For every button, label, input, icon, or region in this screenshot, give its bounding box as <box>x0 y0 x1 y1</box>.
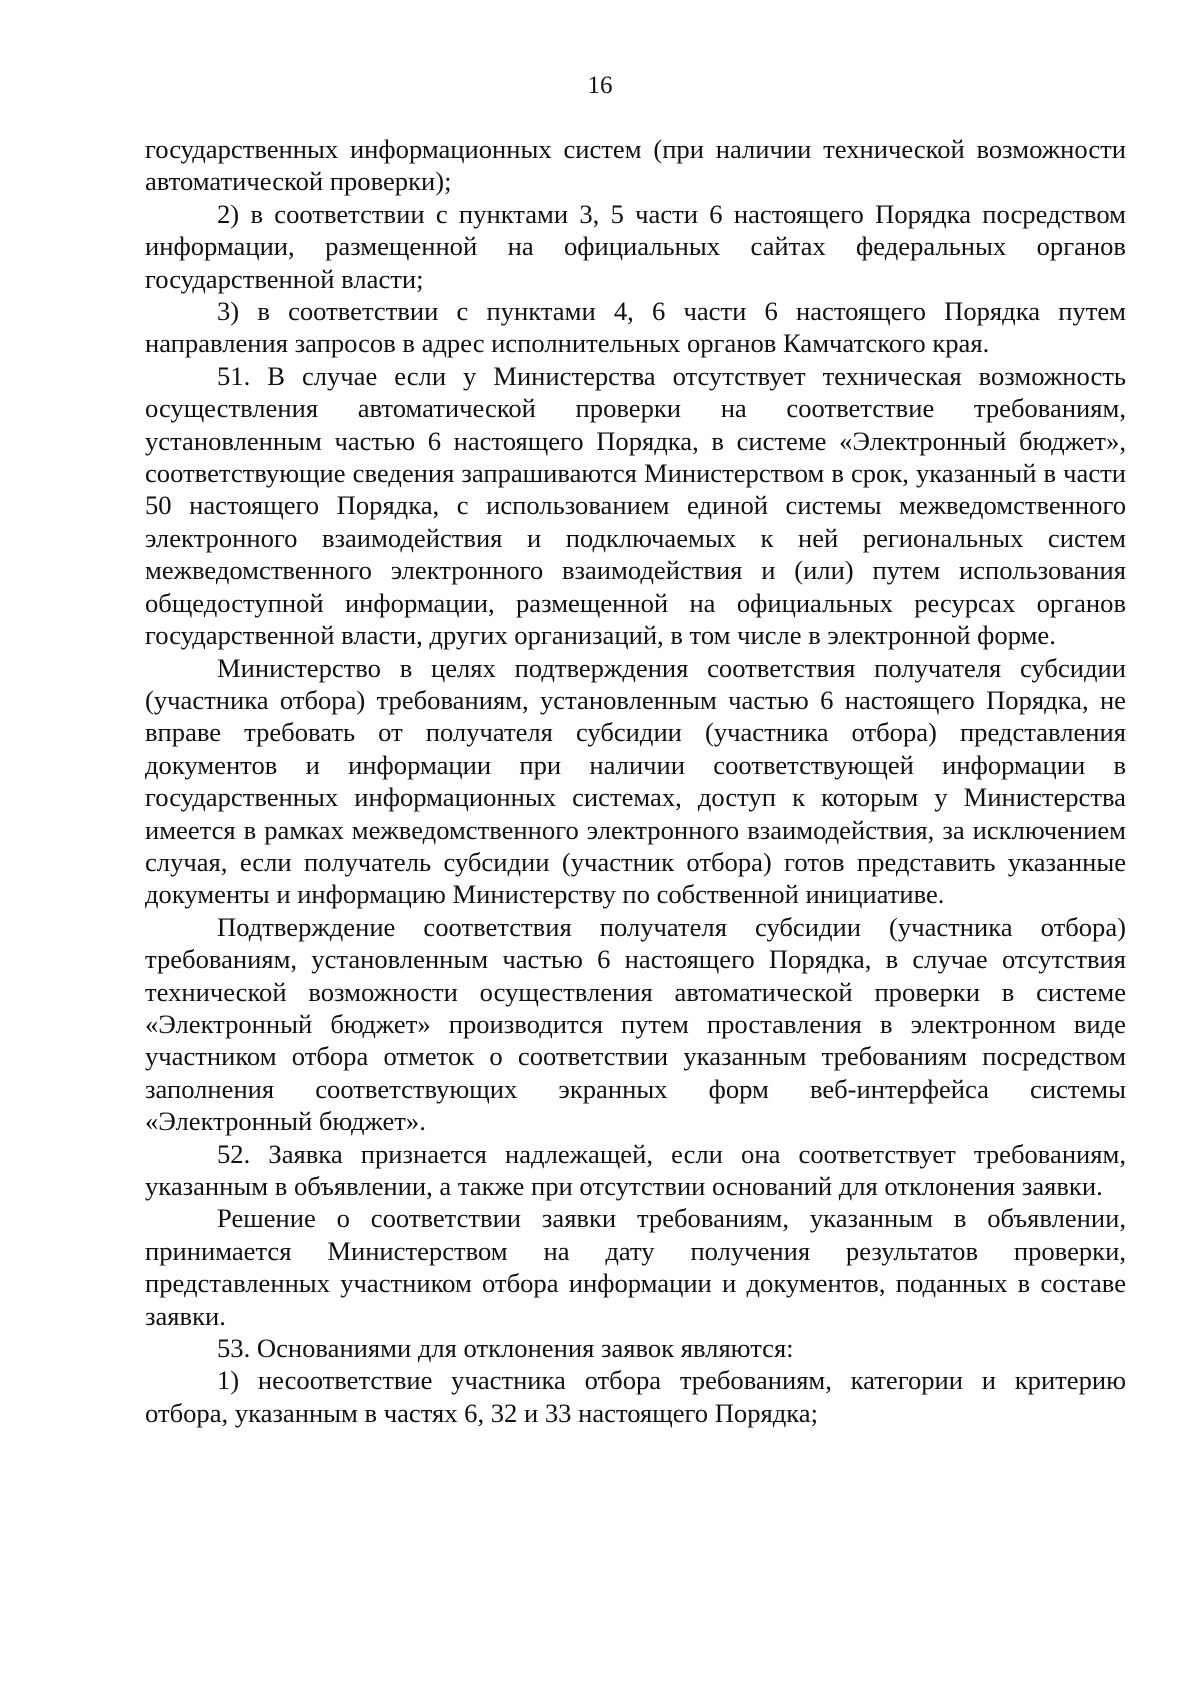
paragraph: 53. Основаниями для отклонения заявок являются: <box>217 1333 794 1364</box>
paragraph: 2) в соответствии с пунктами 3, 5 части 6 настоящего Порядка посредством информации, размещенной на официальных сайтах федеральных органов государственной власти; <box>145 198 1126 294</box>
paragraph: 52. Заявка признается надлежащей, если она соответствует требованиям, указанным в объявлении, а также при отсутствии оснований для отклонения заявки. <box>145 1138 1126 1201</box>
paragraph: Министерство в целях подтверждения соответствия получателя субсидии (участника отбора) требованиям, установленным частью 6 настоящего Порядка, не вправе требовать от получателя субсидии (участника отбора) представления документов и информации при наличии соответствующей информации в государственных информационных системах, доступ к которым у Министерства имеется в рамках межведомственного электронного взаимодействия, за исключением случая, если получатель субсидии (участник отбора) готов представить указанные документы и информацию Министерству по собственной инициативе. <box>145 652 1126 910</box>
paragraph: 3) в соответствии с пунктами 4, 6 части 6 настоящего Порядка путем направления запросов в адрес исполнительных органов Камчатского края. <box>145 296 1126 359</box>
paragraph: 1) несоответствие участника отбора требованиям, категории и критерию отбора, указанным в частях 6, 32 и 33 настоящего Порядка; <box>145 1365 1126 1428</box>
paragraph: государственных информационных систем (при наличии технической возможности автоматической проверки); <box>145 134 1126 197</box>
paragraph: Решение о соответствии заявки требованиям, указанным в объявлении, принимается Министерством на дату получения результатов проверки, представленных участником отбора информации и документов, поданных в составе заявки. <box>145 1203 1126 1331</box>
paragraph: Подтверждение соответствия получателя субсидии (участника отбора) требованиям, установленным частью 6 настоящего Порядка, в случае отсутствия технической возможности осуществления автоматической проверки в системе «Электронный бюджет» производится путем проставления в электронном виде участником отбора отметок о соответствии указанным требованиям посредством заполнения соответствующих экранных форм веб-интерфейса системы «Электронный бюджет». <box>145 911 1126 1137</box>
document-body <box>145 133 1126 1429</box>
paragraph: 51. В случае если у Министерства отсутствует техническая возможность осуществления автоматической проверки на соответствие требованиям, установленным частью 6 настоящего Порядка, в системе «Электронный бюджет», соответствующие сведения запрашиваются Министерством в срок, указанный в части 50 настоящего Порядка, с использованием единой системы межведомственного электронного взаимодействия и подключаемых к ней региональных систем межведомственного электронного взаимодействия и (или) путем использования общедоступной информации, размещенной на официальных ресурсах органов государственной власти, других организаций, в том числе в электронной форме. <box>145 360 1126 651</box>
page-number: 16 <box>587 72 613 99</box>
